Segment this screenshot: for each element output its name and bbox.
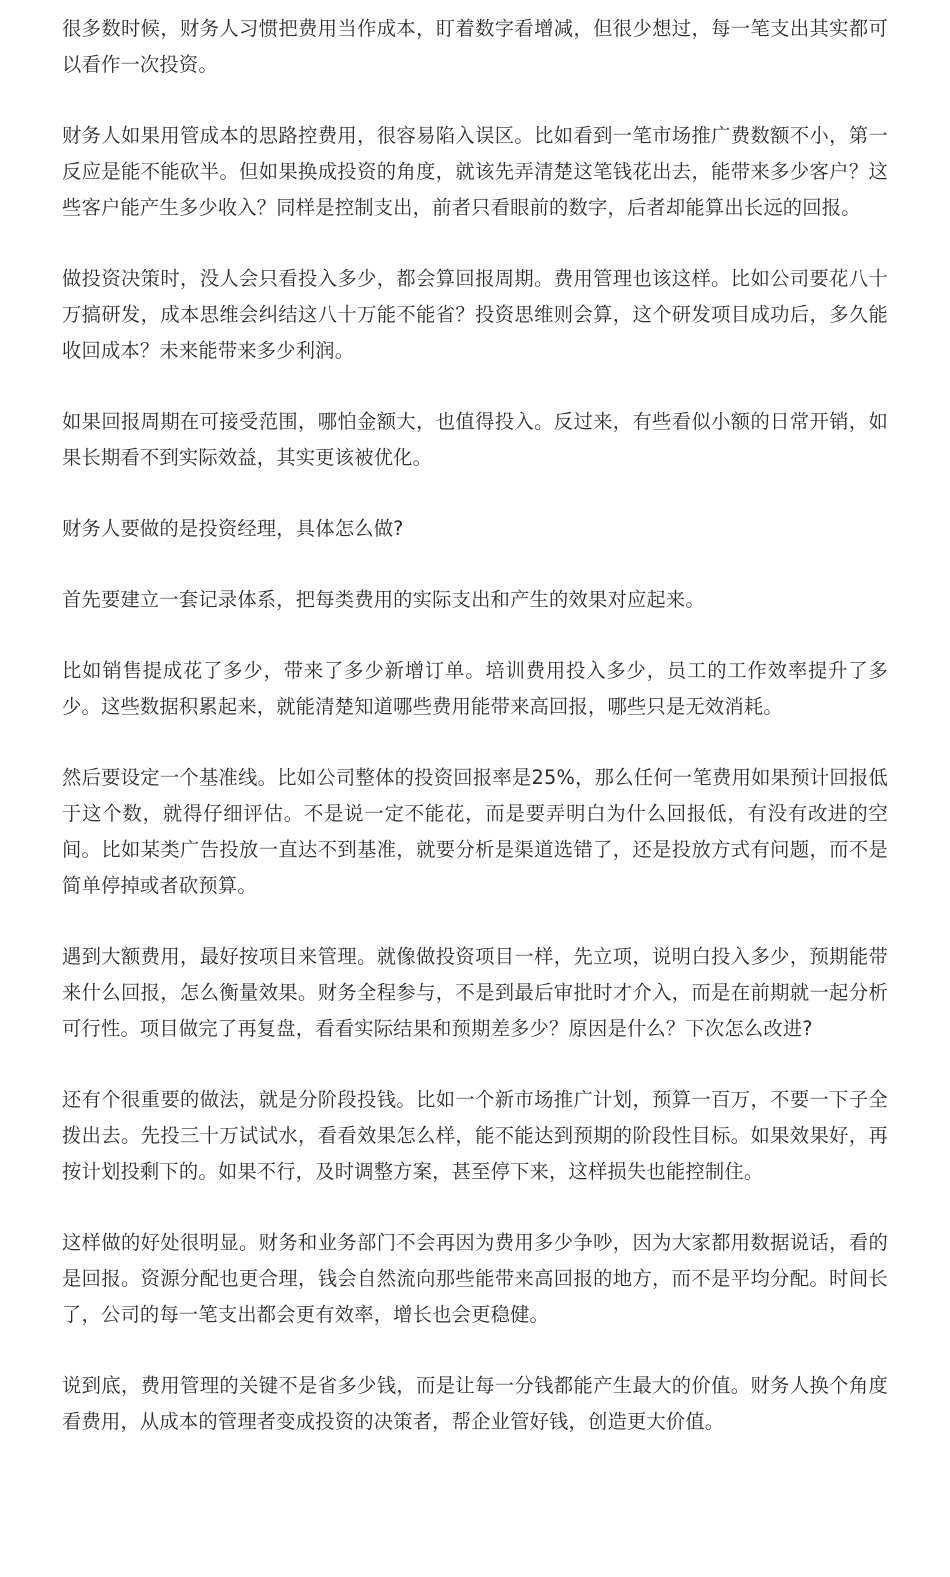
paragraph-intro: 很多数时候，财务人习惯把费用当作成本，盯着数字看增减，但很少想过，每一笔支出其实都可以看作一次投资。	[62, 17, 888, 76]
paragraph-question: 财务人要做的是投资经理，具体怎么做?	[62, 517, 404, 540]
paragraph-benefits: 这样做的好处很明显。财务和业务部门不会再因为费用多少争吵，因为大家都用数据说话，看的是回报。资源分配也更合理，钱会自然流向那些能带来高回报的地方，而不是平均分配。时间长了，公司的每一笔支出都会更有效率，增长也会更稳健。	[62, 1231, 888, 1326]
paragraph-project-management: 遇到大额费用，最好按项目来管理。就像做投资项目一样，先立项，说明白投入多少，预期能带来什么回报，怎么衡量效果。财务全程参与，不是到最后审批时才介入，而是在前期就一起分析可行性。项目做完了再复盘，看看实际结果和预期差多少？原因是什么？下次怎么改进?	[62, 945, 888, 1040]
paragraph-staged-investment: 还有个很重要的做法，就是分阶段投钱。比如一个新市场推广计划，预算一百万，不要一下子全拨出去。先投三十万试试水，看看效果怎么样，能不能达到预期的阶段性目标。如果效果好，再按计划投剩下的。如果不行，及时调整方案，甚至停下来，这样损失也能控制住。	[62, 1088, 888, 1183]
paragraph-examples: 比如销售提成花了多少，带来了多少新增订单。培训费用投入多少，员工的工作效率提升了多少。这些数据积累起来，就能清楚知道哪些费用能带来高回报，哪些只是无效消耗。	[62, 659, 888, 718]
paragraph-record-system: 首先要建立一套记录体系，把每类费用的实际支出和产生的效果对应起来。	[62, 588, 705, 611]
paragraph-payback-period: 做投资决策时，没人会只看投入多少，都会算回报周期。费用管理也该这样。比如公司要花八十万搞研发，成本思维会纠结这八十万能不能省？投资思维则会算，这个研发项目成功后，多久能收回成本？未来能带来多少利润。	[62, 267, 888, 362]
paragraph-conclusion: 说到底，费用管理的关键不是省多少钱，而是让每一分钱都能产生最大的价值。财务人换个角度看费用，从成本的管理者变成投资的决策者，帮企业管好钱，创造更大价值。	[62, 1374, 888, 1433]
paragraph-acceptable-range: 如果回报周期在可接受范围，哪怕金额大，也值得投入。反过来，有些看似小额的日常开销，如果长期看不到实际效益，其实更该被优化。	[62, 410, 888, 469]
paragraph-cost-mindset: 财务人如果用管成本的思路控费用，很容易陷入误区。比如看到一笔市场推广费数额不小，第一反应是能不能砍半。但如果换成投资的角度，就该先弄清楚这笔钱花出去，能带来多少客户？这些客户能产生多少收入？同样是控制支出，前者只看眼前的数字，后者却能算出长远的回报。	[62, 124, 888, 219]
paragraph-baseline: 然后要设定一个基准线。比如公司整体的投资回报率是25%，那么任何一笔费用如果预计回报低于这个数，就得仔细评估。不是说一定不能花，而是要弄明白为什么回报低，有没有改进的空间。比如某类广告投放一直达不到基准，就要分析是渠道选错了，还是投放方式有问题，而不是简单停掉或者砍预算。	[62, 766, 888, 897]
